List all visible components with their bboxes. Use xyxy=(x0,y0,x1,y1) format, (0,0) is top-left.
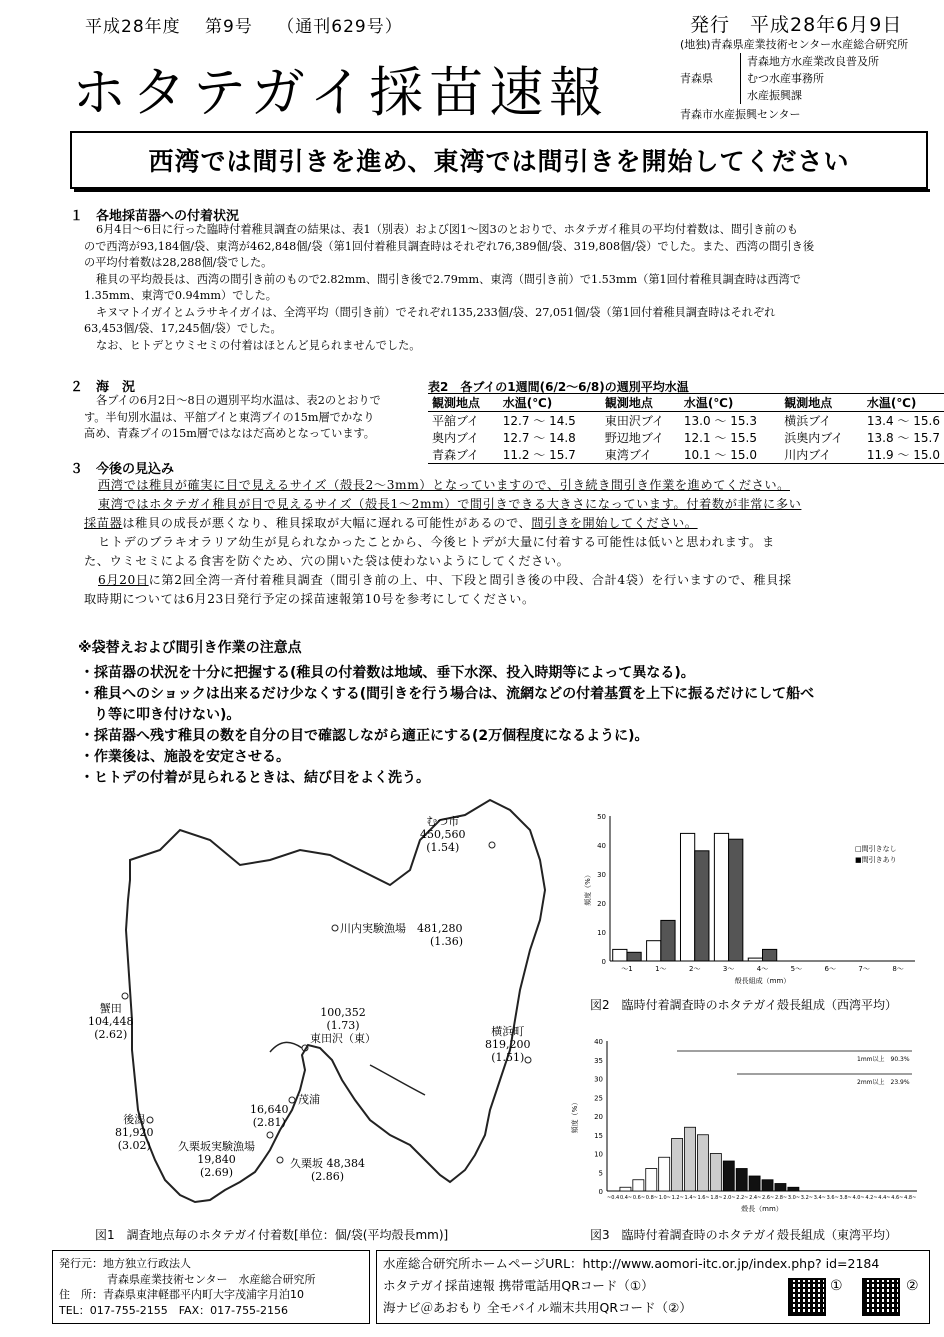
x-tick-label: 2.0~ xyxy=(723,1195,736,1201)
y-tick-label: 0 xyxy=(598,1188,603,1196)
text-span: 付着数が非常に多い xyxy=(686,497,802,511)
text-line xyxy=(84,476,801,495)
footer-links xyxy=(376,1250,930,1324)
y-axis-label: 頻度（%） xyxy=(584,871,592,906)
site-dot xyxy=(267,1132,273,1138)
bar xyxy=(685,1127,696,1191)
text-span: 間引きを開始してください。 xyxy=(531,516,698,530)
table-cell: 12.7 ～ 14.5 xyxy=(502,414,576,428)
table-cell: 平舘ブイ xyxy=(432,414,479,428)
map-site-mutsu xyxy=(420,815,466,854)
site-count: 19,840 xyxy=(197,1153,236,1166)
site-count: 450,560 xyxy=(420,828,466,841)
bar xyxy=(633,1180,644,1191)
map-site-kugurizaka xyxy=(290,1157,365,1183)
qr-code-2[interactable] xyxy=(862,1278,900,1316)
address: 住 所：青森県東津軽郡平内町大字茂浦字月泊10 xyxy=(59,1288,304,1301)
total-issue: （通刊629号） xyxy=(277,17,403,37)
site-size: (3.02) xyxy=(117,1139,151,1152)
site-count: 104,448 xyxy=(88,1015,134,1028)
text-line: 6月4日～6日に行った臨時付着稚貝調査の結果は、表1（別表）および図1～図3のとおりで、ホタテガイ稚貝の平均付着数は、間引き前のも xyxy=(96,223,798,236)
x-tick-label: 3～ xyxy=(722,965,735,973)
text-span: 引き続き間引き作業を進めてください。 xyxy=(559,478,790,492)
bar xyxy=(748,958,762,961)
notice-item: ・稚貝へのショックは出来るだけ少なくする(間引きを行う場合は、流網などの付着基質を上下に振るだけにして船べ xyxy=(80,686,815,702)
publish-date: 発行 平成28年6月9日 xyxy=(690,14,903,36)
map-site-kanita xyxy=(88,1002,134,1041)
bar xyxy=(620,1187,631,1191)
legend-entry: □間引きなし xyxy=(855,845,897,853)
table-cell: 10.1 ～ 15.0 xyxy=(680,446,780,464)
bar xyxy=(647,941,661,961)
page-title: ホタテガイ採苗速報 xyxy=(72,61,610,124)
site-dot xyxy=(277,1157,283,1163)
text-span: 6月20日 xyxy=(98,573,149,587)
bar xyxy=(680,833,694,961)
notice-item: ・採苗器へ残す稚貝の数を自分の目で確認しながら適正にする(2万個程度になるように)。 xyxy=(80,728,649,744)
bar xyxy=(710,1154,721,1192)
qr1-mark: ① xyxy=(830,1278,843,1294)
legend-entry: ■間引きあり xyxy=(855,856,897,864)
site-name: 久栗坂実験漁場 xyxy=(178,1140,255,1153)
bar xyxy=(646,1169,657,1192)
text-line: ヒトデのブラキオラリア幼生が見られなかったことから、今後ヒトデが大量に付着する可能性は低いと思われます。ま xyxy=(98,535,775,549)
table-header: 観測地点 xyxy=(601,394,680,412)
x-axis-label: 殻長組成（mm） xyxy=(734,977,791,985)
x-tick-label: 6～ xyxy=(824,965,837,973)
site-name: 茂浦 xyxy=(298,1093,320,1106)
site-name: 川内実験漁場 xyxy=(340,922,406,935)
notice-item: ・採苗器の状況を十分に把握する(稚貝の付着数は地域、垂下水深、投入時期等によって異なる)。 xyxy=(80,665,695,681)
y-tick-label: 15 xyxy=(594,1131,603,1140)
x-tick-label: 1.2~ xyxy=(671,1195,684,1201)
table-cell: 川内ブイ xyxy=(780,446,863,464)
text-line xyxy=(84,514,801,533)
section3-heading: ３ 今後の見込み xyxy=(70,462,175,477)
y-tick-label: 0 xyxy=(601,958,606,966)
annotation: 1mm以上 90.3% xyxy=(857,1056,910,1063)
site-count: 819,200 xyxy=(485,1038,531,1051)
text-line: 1.35mm、東湾で0.94mm）でした。 xyxy=(84,289,277,302)
x-tick-label: 3.0~ xyxy=(787,1195,801,1201)
x-tick-label: 4.6~ xyxy=(891,1195,904,1201)
issuer-org: 青森県産業技術センター 水産総合研究所 xyxy=(107,1272,316,1286)
y-tick-label: 35 xyxy=(594,1056,603,1065)
text-line: ので西湾が93,184個/袋、東湾が462,848個/袋（第1回付着稚貝調査時はそれぞれ76,389個/袋、319,808個/袋）でした。また、西湾の間引き後 xyxy=(84,239,815,253)
bar xyxy=(749,1176,760,1191)
headline: 西湾では間引きを進め、東湾では間引きを開始してください xyxy=(148,147,850,176)
x-tick-label: 3.6~ xyxy=(826,1195,839,1201)
bar xyxy=(762,1180,773,1191)
text-line: なお、ヒトデとウミセミの付着はほとんど見られませんでした。 xyxy=(96,338,421,352)
table-cell: 13.0 ～ 15.3 xyxy=(683,414,757,428)
site-dot xyxy=(122,993,128,999)
pref-office: 青森地方水産業改良普及所 xyxy=(747,55,879,68)
table-cell: 浜奥内ブイ xyxy=(784,431,844,445)
x-tick-label: 3.8~ xyxy=(839,1195,852,1201)
east-bay-chart xyxy=(565,1035,930,1215)
map-site-higashitazawa xyxy=(310,1006,376,1045)
site-name: 横浜町 xyxy=(491,1025,525,1038)
table-cell: 13.4 ～ 15.6 xyxy=(866,414,940,428)
y-tick-label: 25 xyxy=(594,1094,603,1103)
publisher-main: (地独)青森県産業技術センター水産総合研究所 xyxy=(680,38,909,51)
y-tick-label: 40 xyxy=(594,1038,603,1046)
x-tick-label: ～1 xyxy=(621,965,633,973)
text-line: 稚貝の平均殻長は、西湾の間引き前のもので2.82mm、間引き後で2.79mm、東湾（間引き前）で1.53mm（第1回付着稚貝調査時は西湾で xyxy=(96,272,801,286)
x-tick-label: 3.2~ xyxy=(800,1195,813,1201)
site-count: 100,352 xyxy=(320,1006,366,1019)
x-tick-label: ~0.4 xyxy=(607,1195,620,1201)
bar xyxy=(736,1169,747,1192)
x-tick-label: 0.6~ xyxy=(632,1195,646,1201)
text-line: す。半旬別水温は、平舘ブイと東湾ブイの15m層でかなり xyxy=(84,410,375,424)
table-header: 水温(℃) xyxy=(680,394,780,412)
bar xyxy=(661,920,675,961)
qr1-label: ホタテガイ採苗速報 携帯電話用QRコード（①） xyxy=(383,1278,654,1293)
x-tick-label: 4.2~ xyxy=(865,1195,878,1201)
x-tick-label: 1～ xyxy=(655,965,667,973)
y-tick-label: 30 xyxy=(597,871,606,879)
y-tick-label: 10 xyxy=(597,929,606,937)
notice-item: り等に叩き付けない)。 xyxy=(80,707,241,723)
pref-office: むつ水産事務所 xyxy=(747,72,824,85)
bar xyxy=(729,839,743,961)
city-office: 青森市水産振興センター xyxy=(680,108,801,121)
homepage-url[interactable]: 水産総合研究所ホームページURL：http://www.aomori-itc.or.jp/index.php? id=2184 xyxy=(383,1256,880,1271)
site-size: (2.69) xyxy=(199,1166,234,1179)
headline-shadow xyxy=(74,189,930,192)
text-line: 取時期については6月23日発行予定の採苗速報第10号を参考にしてください。 xyxy=(84,592,535,606)
section2-heading: ２ 海 況 xyxy=(70,380,136,395)
y-tick-label: 10 xyxy=(594,1150,603,1159)
table-cell: 11.2 ～ 15.7 xyxy=(499,446,601,464)
section3-text xyxy=(84,476,801,609)
site-dot xyxy=(489,842,495,848)
site-name: むつ市 xyxy=(426,815,460,828)
site-size: (1.51) xyxy=(491,1051,525,1064)
table-cell: 12.7 ～ 14.8 xyxy=(502,431,576,445)
text-line: た、ウミセミによる食害を防ぐため、穴の開いた袋は使わないようにしてください。 xyxy=(84,554,570,568)
text-line: の平均付着数は28,288個/袋でした。 xyxy=(84,256,273,269)
table-cell: 13.8 ～ 15.7 xyxy=(866,431,940,445)
table-cell: 11.9 ～ 15.0 xyxy=(863,446,944,464)
chart2-caption: 図2 臨時付着調査時のホタテガイ殻長組成（西湾平均） xyxy=(590,998,898,1012)
text-line: 各ブイの6月2日～8日の週別平均水温は、表2のとおりで xyxy=(96,394,381,407)
y-tick-label: 30 xyxy=(594,1075,603,1084)
text-span: は稚貝の成長が悪くなり、稚貝採取が大幅に遅れる可能性があるので、 xyxy=(122,516,532,530)
bar xyxy=(627,952,641,961)
y-tick-label: 50 xyxy=(597,813,606,821)
x-tick-label: 5～ xyxy=(790,965,803,973)
y-tick-label: 5 xyxy=(598,1169,603,1178)
text-span: 東湾ではホタテガイ稚貝が目で見えるサイズ（殻長1～2mm）で間引きできる大きさになっています。 xyxy=(98,497,687,511)
qr2-label: 海ナビ＠あおもり 全モバイル端末共用QRコード（②） xyxy=(383,1300,692,1315)
table-cell: 青森ブイ xyxy=(428,446,499,464)
x-tick-label: 4～ xyxy=(756,965,769,973)
bar xyxy=(659,1157,670,1191)
x-tick-label: 4.0~ xyxy=(852,1195,865,1201)
table-cell: 東湾ブイ xyxy=(601,446,680,464)
publisher-block xyxy=(680,36,940,126)
section1-text xyxy=(84,222,814,354)
qr2-mark: ② xyxy=(906,1278,919,1294)
bar xyxy=(695,851,709,961)
text-span: 西湾では稚貝が確実に目で見えるサイズ（殻長2～3mm）となっていますので、 xyxy=(98,478,560,492)
bar xyxy=(775,1184,786,1192)
bar xyxy=(697,1135,708,1191)
site-name: 久栗坂 xyxy=(290,1157,323,1170)
fiscal-year: 平成28年度 xyxy=(85,17,181,37)
site-count: 481,280 xyxy=(417,922,463,935)
x-tick-label: 1.4~ xyxy=(684,1195,697,1201)
text-line xyxy=(84,495,801,514)
notice-list xyxy=(80,663,814,789)
x-tick-label: 7～ xyxy=(858,965,870,973)
pref-label: 青森県 xyxy=(680,72,713,85)
bar xyxy=(672,1139,683,1192)
site-name: 後潟 xyxy=(123,1113,146,1126)
x-tick-label: 4.8~ xyxy=(904,1195,917,1201)
x-tick-label: 2～ xyxy=(688,965,701,973)
table-row xyxy=(428,446,944,464)
bar xyxy=(788,1187,799,1191)
table-cell: 奥内ブイ xyxy=(432,431,479,445)
headline-box xyxy=(70,131,928,189)
y-tick-label: 20 xyxy=(594,1113,603,1121)
notice-item: ・作業後は、施設を安定させる。 xyxy=(80,749,290,765)
x-tick-label: 2.8~ xyxy=(774,1195,788,1201)
map-site-ushirogata xyxy=(115,1113,154,1152)
x-axis-label: 殻長（mm） xyxy=(741,1205,783,1213)
x-tick-label: 2.4~ xyxy=(749,1195,762,1201)
site-name: 蟹田 xyxy=(99,1002,122,1015)
section1-heading: １ 各地採苗器への付着状況 xyxy=(70,209,240,224)
y-tick-label: 20 xyxy=(597,900,606,908)
bay-map xyxy=(70,790,570,1220)
table-row xyxy=(428,429,944,446)
map-site-moura xyxy=(250,1103,289,1129)
west-bay-chart xyxy=(580,808,930,993)
table-header: 観測地点 xyxy=(780,394,863,412)
text-span: に第2回全湾一斉付着稚貝調査（間引き前の上、中、下段と間引き後の中段、合計4袋）を行いますので、稚貝採 xyxy=(148,573,792,587)
table-header: 観測地点 xyxy=(428,394,499,412)
table2-caption: 表2 各ブイの1週間(6/2～6/8)の週別平均水温 xyxy=(428,380,689,394)
table-cell: 野辺地ブイ xyxy=(604,431,664,445)
text-span: 採苗器 xyxy=(84,516,123,530)
qr-code-1[interactable] xyxy=(788,1278,826,1316)
table-cell: 横浜ブイ xyxy=(784,414,832,428)
site-size: (1.36) xyxy=(430,935,464,948)
x-tick-label: 1.8~ xyxy=(710,1195,723,1201)
x-tick-label: 3.4~ xyxy=(813,1195,826,1201)
map-site-kugurizaka-exp xyxy=(178,1140,255,1179)
section2-text xyxy=(84,393,381,443)
site-count: 48,384 xyxy=(326,1157,365,1170)
issue-info xyxy=(85,12,421,37)
bar xyxy=(714,833,728,961)
site-size: (2.62) xyxy=(94,1028,128,1041)
x-tick-label: 0.4~ xyxy=(619,1195,633,1201)
issue-number: 第9号 xyxy=(205,17,253,37)
table-cell: 12.1 ～ 15.5 xyxy=(683,431,757,445)
x-tick-label: 1.0~ xyxy=(658,1195,671,1201)
bar xyxy=(763,949,777,961)
x-tick-label: 1.6~ xyxy=(697,1195,710,1201)
text-line: 高め、青森ブイの15m層ではなはだ高めとなっています。 xyxy=(84,427,375,440)
x-tick-label: 0.8~ xyxy=(645,1195,658,1201)
site-size: (1.73) xyxy=(326,1019,360,1032)
site-count: 16,640 xyxy=(250,1103,289,1116)
site-dot xyxy=(332,925,338,931)
table-cell: 東田沢ブイ xyxy=(604,414,664,428)
map-site-moura-name xyxy=(298,1093,320,1106)
x-tick-label: 2.6~ xyxy=(762,1195,775,1201)
text-line: 63,453個/袋、17,245個/袋）でした。 xyxy=(84,322,282,335)
table-header-row xyxy=(428,394,944,412)
pref-offices xyxy=(740,53,879,104)
x-tick-label: 8～ xyxy=(892,965,904,973)
bar xyxy=(723,1161,734,1191)
map-site-kawauchi xyxy=(340,922,463,948)
table-header: 水温(℃) xyxy=(499,394,601,412)
text-line: キヌマトイガイとムラサキイガイは、全湾平均（間引き前）でそれぞれ135,233個/袋、27,051個/袋（第1回付着稚貝調査時はそれぞれ xyxy=(96,305,776,319)
tel-fax: TEL：017-755-2155 FAX：017-755-2156 xyxy=(59,1303,289,1317)
y-axis-label: 頻度（%） xyxy=(571,1098,579,1134)
chart3-caption: 図3 臨時付着調査時のホタテガイ殻長組成（東湾平均） xyxy=(590,1228,898,1242)
x-tick-label: 4.4~ xyxy=(878,1195,891,1201)
footer-contact xyxy=(52,1250,370,1324)
table-header: 水温(℃) xyxy=(863,394,944,412)
site-dot xyxy=(289,1097,295,1103)
site-size: (2.81) xyxy=(252,1116,286,1129)
issuer: 発行元：地方独立行政法人 xyxy=(59,1257,191,1270)
bar xyxy=(613,949,627,961)
site-name: 東田沢（東） xyxy=(310,1032,376,1045)
map-caption: 図1 調査地点毎のホタテガイ付着数[単位：個/袋(平均殻長mm)] xyxy=(95,1228,449,1242)
water-temp-table xyxy=(428,393,944,464)
x-tick-label: 2.2~ xyxy=(736,1195,749,1201)
site-count: 81,920 xyxy=(115,1126,154,1139)
notice-heading: ※袋替えおよび間引き作業の注意点 xyxy=(78,640,302,656)
text-line xyxy=(84,571,801,590)
pref-office: 水産振興課 xyxy=(747,89,802,102)
notice-item: ・ヒトデの付着が見られるときは、結び目をよく洗う。 xyxy=(80,770,430,786)
annotation: 2mm以上 23.9% xyxy=(857,1079,910,1086)
table-row xyxy=(428,412,944,430)
map-site-yokohama xyxy=(485,1025,531,1064)
y-tick-label: 40 xyxy=(597,842,606,850)
site-size: (2.86) xyxy=(310,1170,345,1183)
site-size: (1.54) xyxy=(426,841,460,854)
